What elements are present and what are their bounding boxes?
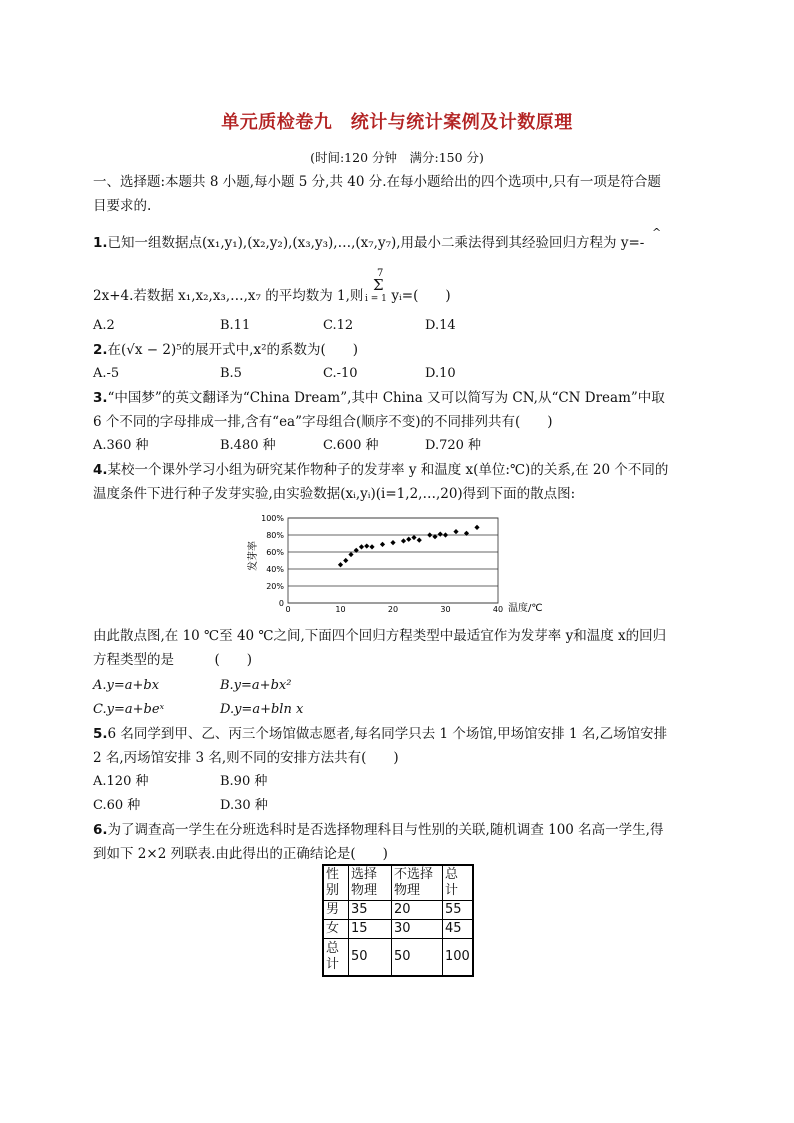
data-point	[338, 562, 343, 567]
table-cell: 100	[443, 939, 473, 977]
q1-option-c: C.12	[323, 318, 354, 333]
q5-option-a: A.120 种	[93, 774, 149, 789]
question-2-line1: 2.在(√x − 2)⁵的展开式中,x²的系数为( )	[93, 342, 359, 358]
question-4-line4: 方程类型的是 ( )	[93, 652, 253, 668]
data-point	[343, 558, 348, 563]
table-row	[323, 939, 473, 977]
data-point	[359, 544, 364, 549]
table-header-cell: 总计	[443, 865, 473, 901]
q2-option-a: A.-5	[93, 366, 120, 381]
data-point	[406, 537, 411, 542]
q3-option-b: B.480 种	[220, 438, 276, 453]
table-cell: 45	[443, 920, 473, 939]
question-4-line2: 温度条件下进行种子发芽实验,由实验数据(xᵢ,yᵢ)(i=1,2,…,20)得到下面的散点图:	[93, 486, 576, 502]
q1-option-a: A.2	[93, 318, 115, 333]
y-axis-label: 发芽率	[248, 541, 259, 571]
exam-time-info: (时间:120 分钟 满分:150 分)	[310, 150, 484, 165]
table-header-row	[323, 865, 473, 901]
q4-option-b: B.y=a+bx²	[220, 678, 292, 693]
table-cell: 35	[349, 901, 392, 920]
y-tick-label: 0	[278, 599, 284, 608]
data-point	[369, 544, 374, 549]
q1-option-b: B.11	[220, 318, 251, 333]
q3-option-c: C.600 种	[323, 438, 379, 453]
y-tick-label: 20%	[266, 582, 284, 591]
y-tick-label: 60%	[266, 548, 284, 557]
data-point	[443, 532, 448, 537]
question-number: 5.	[93, 726, 108, 742]
question-3-line1: 3.“中国梦”的英文翻译为“China Dream”,其中 China 又可以简写为 CN,从“CN Dream”中取	[93, 390, 665, 406]
question-6-line2: 到如下 2×2 列联表.由此得出的正确结论是( )	[93, 846, 388, 862]
question-number: 1.	[93, 235, 108, 251]
q1-option-d: D.14	[425, 318, 456, 333]
question-4-line1: 4.某校一个课外学习小组为研究某作物种子的发芽率 y 和温度 x(单位:℃)的关系,在 20 个不同的	[93, 462, 669, 478]
x-axis-label: 温度/℃	[508, 603, 543, 614]
q3-option-d: D.720 种	[425, 438, 482, 453]
section-instructions-line1: 一、选择题:本题共 8 小题,每小题 5 分,共 40 分.在每小题给出的四个选项中,只有一项是符合题	[93, 174, 661, 190]
data-point	[453, 529, 458, 534]
question-1-line1: 1.已知一组数据点(x₁,y₁),(x₂,y₂),(x₃,y₃),…,(x₇,y₇),用最小二乘法得到其经验回归方程为 y=-	[93, 235, 645, 251]
question-5-line1: 5.6 名同学到甲、乙、丙三个场馆做志愿者,每名同学只去 1 个场馆,甲场馆安排 1 名,乙场馆安排	[93, 726, 668, 742]
x-tick-label: 10	[335, 605, 346, 614]
data-point	[474, 525, 479, 530]
q5-option-b: B.90 种	[220, 774, 268, 789]
question-4-line3: 由此散点图,在 10 ℃至 40 ℃之间,下面四个回归方程类型中最适宜作为发芽率 y和温度 x的回归	[93, 628, 667, 644]
data-point	[411, 535, 416, 540]
table-cell: 男	[323, 901, 349, 920]
question-number: 6.	[93, 822, 108, 838]
table-cell: 55	[443, 901, 473, 920]
data-point	[427, 532, 432, 537]
page-title: 单元质检卷九 统计与统计案例及计数原理	[221, 112, 573, 133]
y-tick-label: 80%	[266, 531, 284, 540]
q2-option-c: C.-10	[323, 366, 358, 381]
data-point	[380, 542, 385, 547]
data-point	[364, 543, 369, 548]
q4-option-c: C.y=a+beˣ	[93, 702, 165, 717]
section-instructions-line2: 目要求的.	[93, 198, 152, 214]
contingency-table	[322, 864, 474, 977]
question-5-line2: 2 名,丙场馆安排 3 名,则不同的安排方法共有( )	[93, 750, 399, 766]
q5-option-d: D.30 种	[220, 798, 268, 813]
table-cell: 50	[392, 939, 443, 977]
table-header-cell: 选择物理	[349, 865, 392, 901]
hat-symbol: ^	[652, 226, 662, 239]
question-number: 2.	[93, 342, 108, 358]
data-point	[348, 552, 353, 557]
question-6-line1: 6.为了调查高一学生在分班选科时是否选择物理科目与性别的关联,随机调查 100 名高一学生,得	[93, 822, 664, 838]
summation-symbol: 7 Σ i = 1	[365, 268, 387, 304]
q4-option-d: D.y=a+bln x	[220, 702, 304, 717]
table-row	[323, 901, 473, 920]
y-tick-label: 40%	[266, 565, 284, 574]
q2-option-d: D.10	[425, 366, 456, 381]
q5-option-c: C.60 种	[93, 798, 141, 813]
question-number: 3.	[93, 390, 108, 406]
data-point	[438, 532, 443, 537]
table-row	[323, 920, 473, 939]
data-point	[417, 538, 422, 543]
x-tick-label: 0	[285, 605, 291, 614]
x-tick-label: 30	[440, 605, 451, 614]
question-1-line2: 2x+4.若数据 x₁,x₂,x₃,…,x₇ 的平均数为 1,则 yᵢ=( )	[93, 288, 451, 304]
table-cell: 女	[323, 920, 349, 939]
table-cell: 总计	[323, 939, 349, 977]
q2-option-b: B.5	[220, 366, 242, 381]
x-tick-label: 20	[387, 605, 399, 614]
table-cell: 20	[392, 901, 443, 920]
x-tick-label: 40	[492, 605, 504, 614]
question-3-line2: 6 个不同的字母排成一排,含有“ea”字母组合(顺序不变)的不同排列共有( )	[93, 414, 553, 430]
q4-option-a: A.y=a+bx	[93, 678, 160, 693]
table-header-cell: 性别	[323, 865, 349, 901]
table-cell: 30	[392, 920, 443, 939]
data-point	[401, 538, 406, 543]
y-tick-label: 100%	[261, 514, 284, 523]
table-cell: 15	[349, 920, 392, 939]
table-header-cell: 不选择物理	[392, 865, 443, 901]
data-point	[390, 540, 395, 545]
q3-option-a: A.360 种	[93, 438, 149, 453]
question-number: 4.	[93, 462, 108, 478]
germination-scatter-plot	[238, 508, 568, 618]
table-cell: 50	[349, 939, 392, 977]
